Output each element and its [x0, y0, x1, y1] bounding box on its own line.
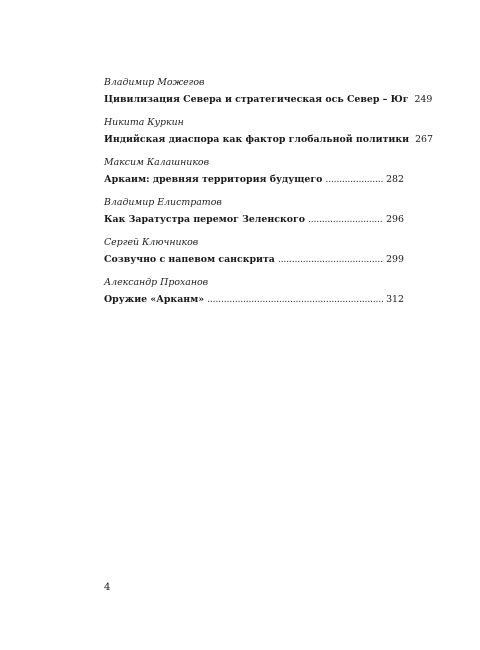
toc-title-line[interactable] [104, 133, 433, 146]
toc-title-line[interactable] [104, 213, 404, 226]
toc-entry [104, 116, 433, 146]
toc-title: Цивилизация Севера и стратегическая ось Север – Юг [104, 94, 409, 105]
toc-title: Оружие «Арканм» [104, 294, 205, 305]
toc-author: Владимир Елистратов [104, 197, 222, 208]
toc-title: Аркаим: древняя территория будущего [104, 174, 323, 185]
toc-title: Созвучно с напевом санскрита [104, 254, 275, 265]
toc-author: Сергей Ключников [104, 237, 199, 248]
toc-title-line[interactable] [104, 173, 404, 186]
toc-author: Максим Калашников [104, 157, 210, 168]
toc-page: 282 [386, 174, 404, 185]
toc-entry [104, 236, 404, 266]
toc-page: 296 [386, 214, 404, 225]
toc-title: Как Заратустра перемог Зеленского [104, 214, 305, 225]
toc-title: Индийская диаспора как фактор глобальной политики [104, 134, 410, 145]
toc-author: Владимир Можегов [104, 77, 205, 88]
toc-page: 249 [414, 94, 433, 105]
toc-title-line[interactable] [104, 93, 433, 106]
toc-title-line[interactable] [104, 293, 404, 306]
toc-page: 312 [386, 294, 404, 305]
toc-page: 299 [386, 254, 404, 265]
toc-title-line[interactable] [104, 253, 404, 266]
table-of-contents [104, 76, 433, 316]
toc-leader-dots [325, 173, 383, 186]
toc-entry [104, 196, 404, 226]
toc-leader-dots [278, 253, 383, 266]
toc-leader-dots [308, 213, 383, 226]
toc-leader-dots [207, 293, 383, 306]
toc-page: 267 [415, 134, 433, 145]
toc-author: Никита Куркин [104, 117, 184, 128]
toc-entry [104, 156, 404, 186]
toc-author: Александр Проханов [104, 277, 209, 288]
toc-entry [104, 276, 404, 306]
page-number: 4 [104, 582, 111, 593]
toc-entry [104, 76, 433, 106]
